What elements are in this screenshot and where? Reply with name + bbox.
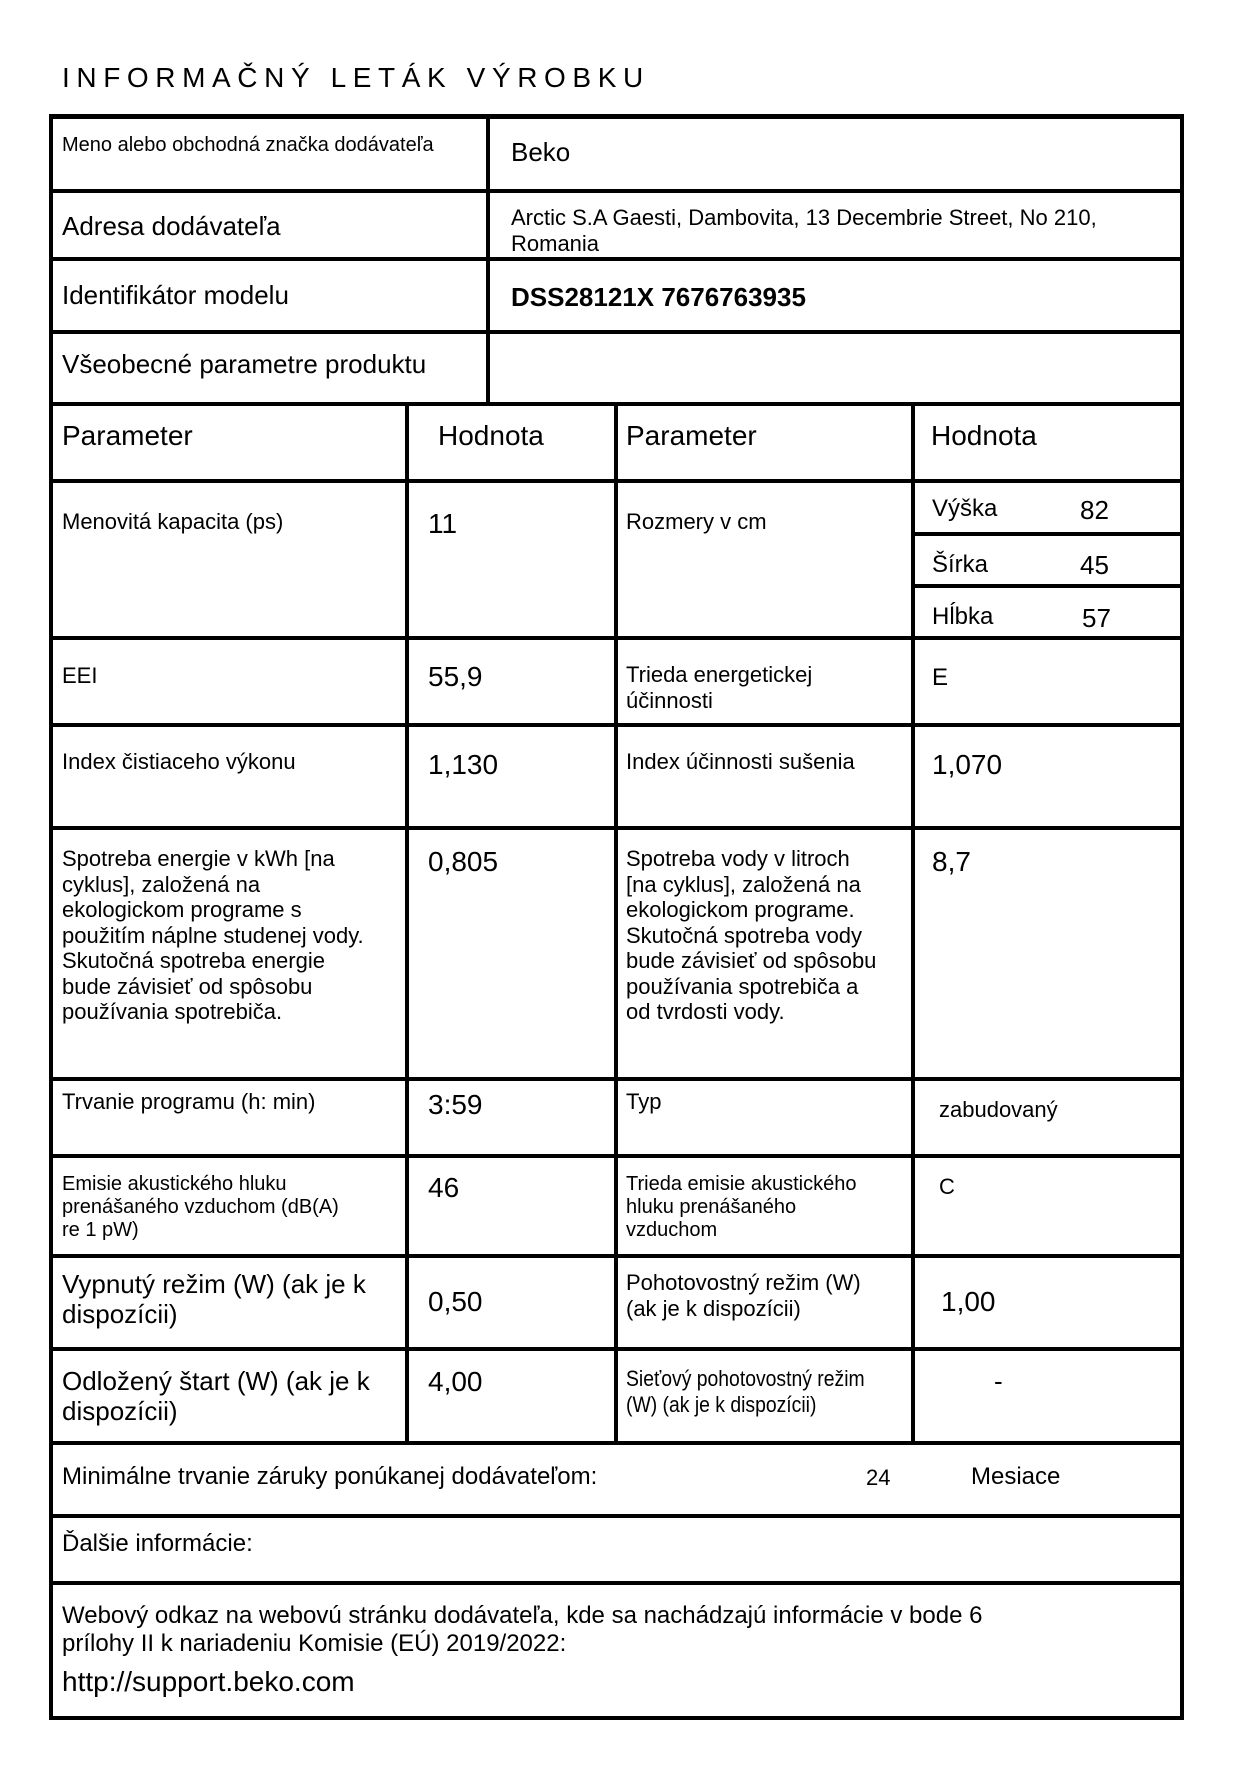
- additional-info-label: Ďalšie informácie:: [62, 1530, 253, 1557]
- header-parameter: Parameter: [626, 420, 757, 451]
- label-line: (ak je k dispozícii): [626, 1295, 801, 1321]
- label-line: [na cyklus], založená na: [626, 871, 861, 897]
- depth-label: Hĺbka: [932, 603, 994, 630]
- eei-label: EEI: [62, 663, 98, 688]
- label-line: používania spotrebiča.: [62, 999, 283, 1025]
- energy-consumption-label: [62, 846, 364, 1025]
- delay-start-value: 4,00: [428, 1366, 483, 1397]
- general-params-label: Všeobecné parametre produktu: [62, 349, 427, 379]
- label-line: ekologickom programe.: [626, 897, 855, 923]
- network-standby-label: [626, 1366, 865, 1417]
- cleaning-index-label: Index čistiaceho výkonu: [62, 749, 296, 774]
- standby-value: 1,00: [941, 1286, 996, 1317]
- warranty-unit: Mesiace: [971, 1463, 1061, 1490]
- supplier-address-value: [511, 205, 1097, 256]
- drying-index-value: 1,070: [932, 749, 1003, 780]
- label-line: používania spotrebiča a: [626, 973, 859, 999]
- label-line: re 1 pW): [62, 1219, 139, 1242]
- supplier-name-label: Meno alebo obchodná značka dodávateľa: [62, 134, 434, 156]
- label-line: hluku prenášaného: [626, 1196, 797, 1219]
- column-divider: [911, 402, 915, 1445]
- column-divider: [405, 402, 409, 1445]
- type-label: Typ: [626, 1089, 662, 1114]
- water-consumption-value: 8,7: [932, 846, 971, 877]
- off-mode-label: [62, 1269, 366, 1329]
- duration-value: 3:59: [428, 1089, 483, 1120]
- height-value: 82: [1080, 495, 1109, 525]
- dimension-divider: [914, 584, 1184, 588]
- noise-class-value: C: [939, 1174, 955, 1199]
- column-divider: [486, 114, 490, 406]
- label-line: bude závisieť od spôsobu: [626, 948, 877, 974]
- address-line: Romania: [511, 230, 600, 256]
- label-line: (W) (ak je k dispozícii): [626, 1391, 817, 1417]
- header-value: Hodnota: [931, 420, 1037, 451]
- label-line: ekologickom programe s: [62, 897, 302, 923]
- row-divider: [49, 1581, 1184, 1585]
- label-line: Trieda emisie akustického: [626, 1173, 857, 1195]
- cleaning-index-value: 1,130: [428, 749, 499, 780]
- network-standby-value: -: [994, 1366, 1003, 1396]
- label-line: Spotreba vody v litroch: [626, 846, 850, 871]
- weblink-line: prílohy II k nariadeniu Komisie (EÚ) 2019/2022:: [62, 1629, 567, 1657]
- weblink-text: [62, 1602, 982, 1658]
- label-line: od tvrdosti vody.: [626, 999, 785, 1025]
- energy-class-label: [626, 662, 812, 713]
- delay-start-label: [62, 1366, 370, 1426]
- depth-value: 57: [1082, 603, 1111, 633]
- dimension-divider: [914, 532, 1184, 536]
- label-line: Sieťový pohotovostný režim: [626, 1366, 865, 1391]
- noise-class-label: [626, 1173, 856, 1243]
- width-value: 45: [1080, 550, 1109, 580]
- eei-value: 55,9: [428, 661, 483, 692]
- capacity-value: 11: [428, 508, 458, 539]
- noise-emission-label: [62, 1173, 339, 1243]
- capacity-label: Menovitá kapacita (ps): [62, 509, 284, 534]
- label-line: Odložený štart (W) (ak je k: [62, 1366, 370, 1396]
- page-title: INFORMAČNÝ LETÁK VÝROBKU: [62, 62, 650, 93]
- row-divider: [49, 330, 1184, 334]
- weblink-line: Webový odkaz na webovú stránku dodávateľa, kde sa nachádzajú informácie v bode 6: [62, 1602, 983, 1629]
- label-line: Emisie akustického hluku: [62, 1173, 287, 1195]
- label-line: vzduchom: [626, 1219, 718, 1242]
- water-consumption-label: [626, 846, 876, 1025]
- noise-emission-value: 46: [428, 1172, 460, 1203]
- header-value: Hodnota: [438, 420, 544, 451]
- row-divider: [49, 257, 1184, 261]
- label-line: Skutočná spotreba energie: [62, 948, 325, 974]
- type-value: zabudovaný: [939, 1097, 1058, 1122]
- label-line: dispozícii): [62, 1299, 178, 1330]
- header-parameter: Parameter: [62, 420, 193, 451]
- address-line: Arctic S.A Gaesti, Dambovita, 13 Decembrie Street, No 210,: [511, 205, 1097, 230]
- label-line: Pohotovostný režim (W): [626, 1270, 861, 1295]
- off-mode-value: 0,50: [428, 1286, 483, 1317]
- label-line: Spotreba energie v kWh [na: [62, 846, 335, 871]
- label-line: účinnosti: [626, 687, 713, 713]
- duration-label: Trvanie programu (h: min): [62, 1089, 316, 1114]
- row-divider: [49, 1514, 1184, 1518]
- label-line: použitím náplne studenej vody.: [62, 922, 364, 948]
- supplier-name-value: Beko: [511, 137, 571, 167]
- standby-label: [626, 1270, 861, 1321]
- label-line: Skutočná spotreba vody: [626, 922, 863, 948]
- row-divider: [49, 189, 1184, 193]
- label-line: Trieda energetickej: [626, 662, 813, 687]
- supplier-website-link[interactable]: http://support.beko.com: [62, 1666, 355, 1697]
- height-label: Výška: [932, 495, 998, 522]
- dimensions-label: Rozmery v cm: [626, 509, 767, 534]
- model-value: DSS28121X 7676763935: [511, 282, 806, 312]
- warranty-label: Minimálne trvanie záruky ponúkanej dodávateľom:: [62, 1463, 598, 1490]
- model-label: Identifikátor modelu: [62, 280, 289, 310]
- width-label: Šírka: [932, 551, 989, 578]
- energy-class-value: E: [932, 664, 949, 691]
- label-line: cyklus], založená na: [62, 871, 261, 897]
- label-line: prenášaného vzduchom (dB(A): [62, 1196, 339, 1219]
- supplier-address-label: Adresa dodávateľa: [62, 211, 281, 241]
- energy-consumption-value: 0,805: [428, 846, 499, 877]
- column-divider: [614, 402, 618, 1445]
- label-line: dispozícii): [62, 1396, 178, 1427]
- label-line: Vypnutý režim (W) (ak je k: [62, 1269, 366, 1299]
- label-line: bude závisieť od spôsobu: [62, 973, 313, 999]
- drying-index-label: Index účinnosti sušenia: [626, 749, 855, 774]
- warranty-value: 24: [866, 1465, 891, 1490]
